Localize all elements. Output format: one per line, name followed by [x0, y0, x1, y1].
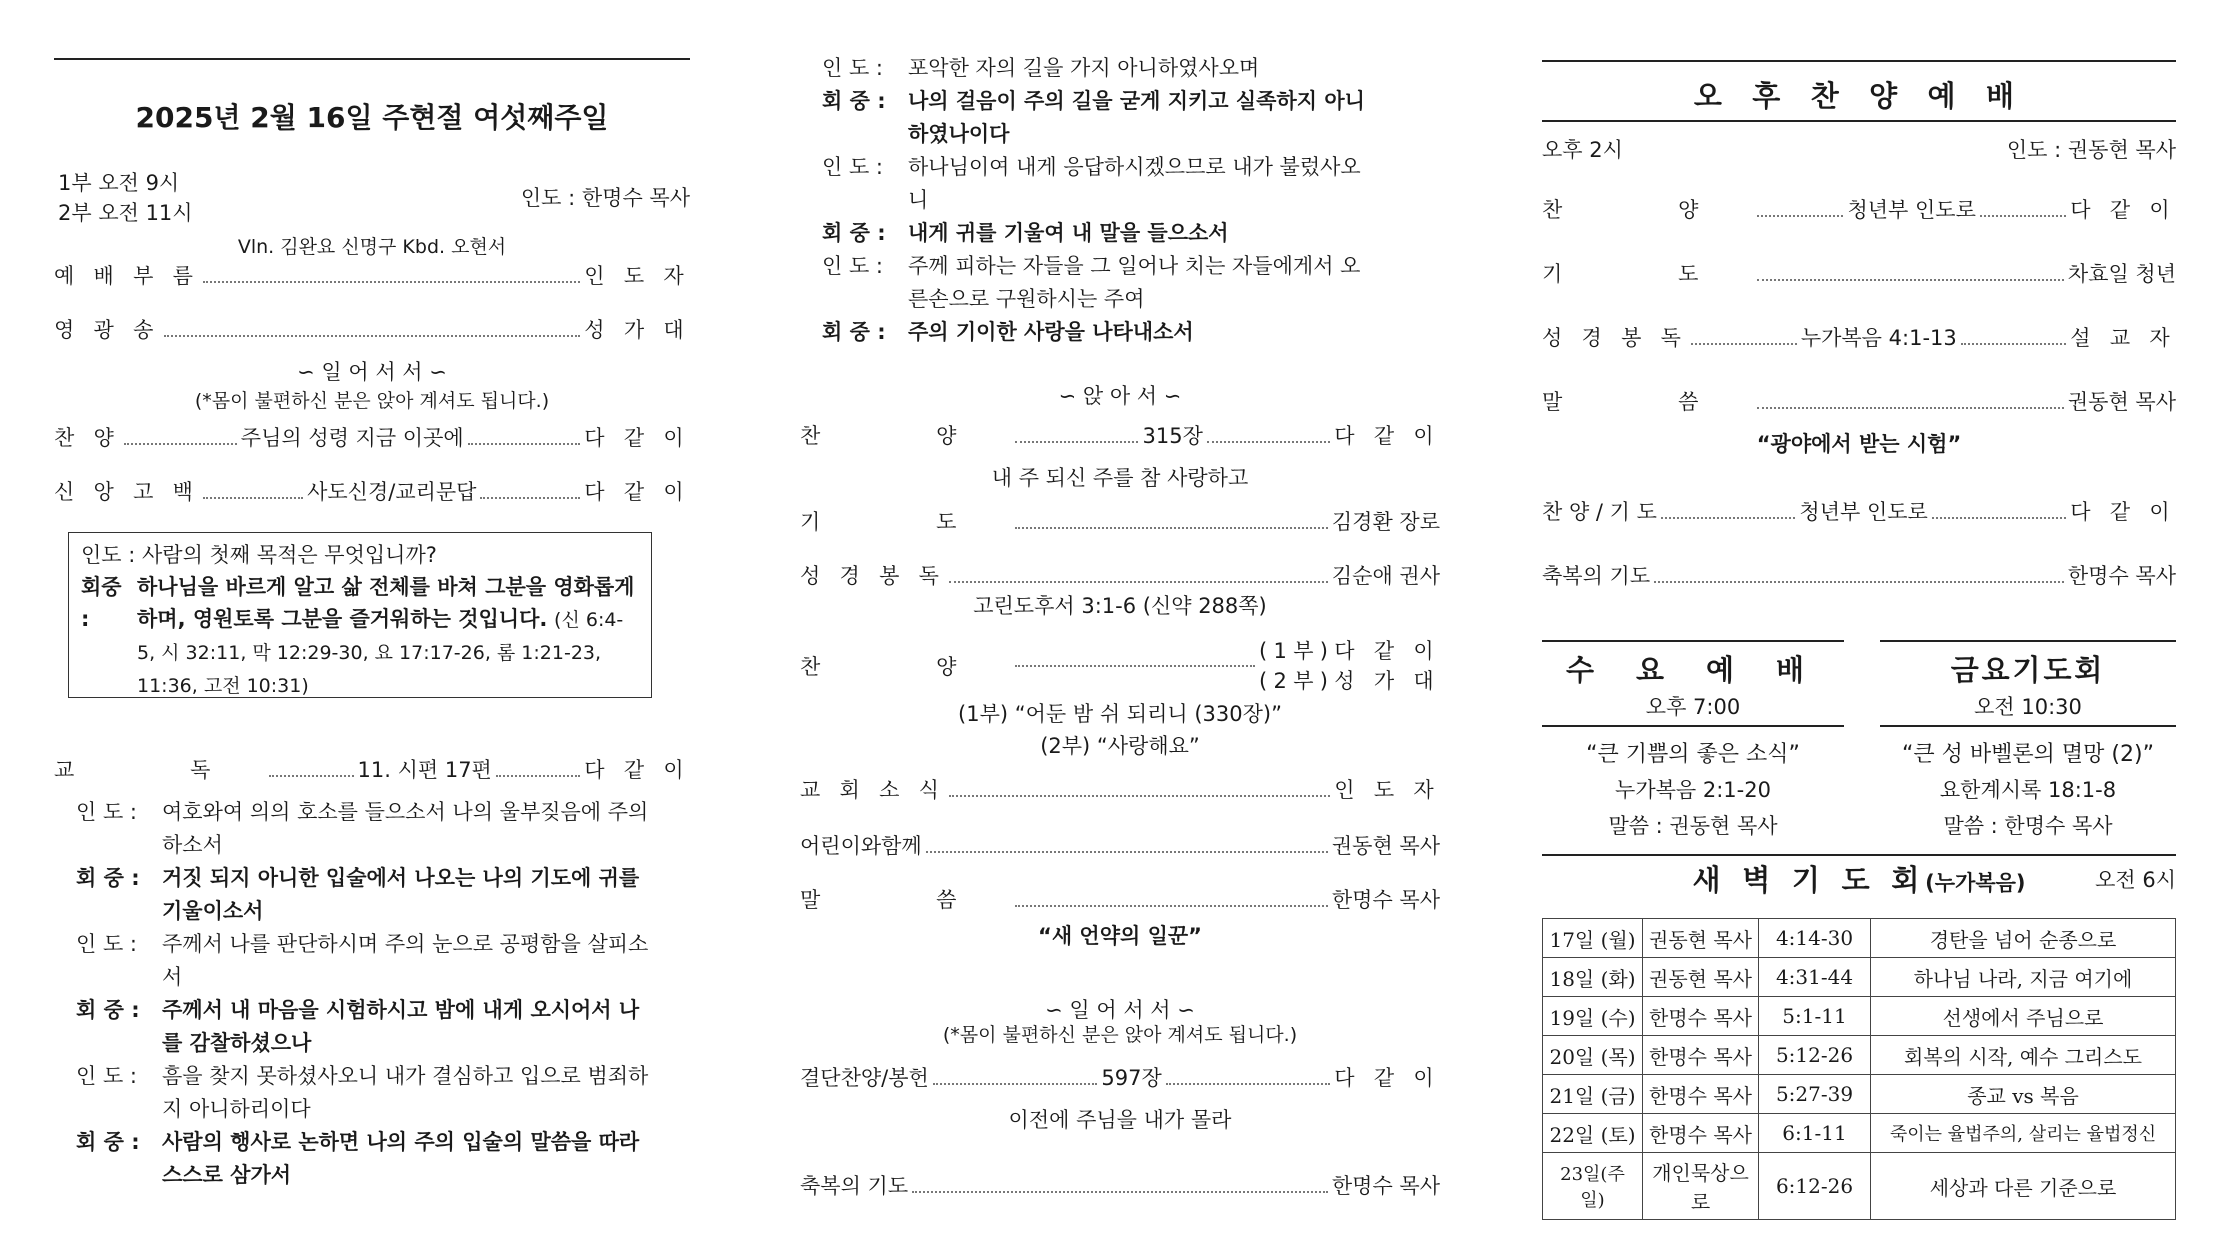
- dawn-passage: 5:27-39: [1759, 1075, 1871, 1114]
- dot-leader: [949, 795, 1330, 797]
- afternoon-leader: 인도 : 권동현 목사: [2006, 138, 2176, 162]
- wednesday-preacher: 말씀 : 권동현 목사: [1608, 814, 1778, 838]
- reading-who: 회 중 :: [76, 998, 140, 1022]
- afternoon-order-sermon: [1542, 386, 2176, 416]
- dawn-time: 오전 6시: [2095, 868, 2176, 892]
- scripture-ref: 고린도후서 3:1-6 (신약 288쪽): [973, 594, 1267, 618]
- dot-leader: [933, 1083, 1098, 1085]
- afternoon-time: 오후 2시: [1542, 138, 1623, 162]
- reading-text: 주께서 내 마음을 시험하시고 밤에 내게 오시어서 나를 감찰하셨으나: [162, 998, 640, 1055]
- order-label: 찬 양: [800, 424, 1012, 448]
- dot-leader: [203, 497, 303, 499]
- dawn-date: 20일 (목): [1543, 1036, 1643, 1075]
- order-offering: [800, 1062, 1440, 1092]
- responsive-reading-1: [76, 796, 650, 1192]
- dawn-topic: 경탄을 넘어 순종으로: [1871, 919, 2176, 958]
- wednesday-rule: [1542, 725, 1844, 727]
- top-rule: [54, 58, 690, 60]
- order-right: 다 같 이: [584, 480, 690, 504]
- catechism-box: [68, 532, 652, 698]
- order-right: 다 같 이: [1334, 424, 1440, 448]
- order-prayer: [800, 506, 1440, 536]
- reading-line: [822, 85, 1380, 151]
- reading-text: 주께 피하는 자들을 그 일어나 치는 자들에게서 오른손으로 구원하시는 주여: [908, 254, 1361, 311]
- order-label: 축복의 기도: [800, 1174, 909, 1198]
- order-mid: 주님의 성령 지금 이곳에: [240, 426, 464, 450]
- order-right: 인 도 자: [1334, 778, 1440, 802]
- reading-line: [822, 52, 1380, 85]
- table-row: [1543, 997, 2176, 1036]
- stand-note: (*몸이 불편하신 분은 앉아 계셔도 됩니다.): [194, 390, 550, 412]
- service-time-2: 2부 오전 11시: [58, 201, 193, 225]
- order-benediction: [800, 1170, 1440, 1200]
- sermon-title: “새 언약의 일꾼”: [1038, 924, 1202, 948]
- order-mid: 597장: [1101, 1066, 1162, 1090]
- dawn-title-wrap: [1542, 858, 2176, 899]
- afternoon-order-benediction: [1542, 560, 2176, 590]
- order-right: 성 가 대: [584, 318, 690, 342]
- catechism-answer: [81, 571, 639, 702]
- order-hymn: [800, 420, 1440, 450]
- reading-text: 하나님이여 내게 응답하시겠으므로 내가 불렀사오니: [908, 155, 1361, 212]
- reading-text: 포악한 자의 길을 가지 아니하였사오며: [908, 56, 1260, 80]
- reading-text: 나의 걸음이 주의 길을 굳게 지키고 실족하지 아니하였나이다: [908, 89, 1365, 146]
- dawn-passage: 6:12-26: [1759, 1153, 1871, 1220]
- order-right: 다 같 이: [1334, 1066, 1441, 1090]
- afternoon-order-scripture: [1542, 322, 2176, 352]
- dawn-date: 19일 (수): [1543, 997, 1643, 1036]
- dawn-topic: 죽이는 율법주의, 살리는 율법정신: [1871, 1114, 2176, 1153]
- order-label: 신 앙 고 백: [54, 480, 200, 504]
- column-2: [800, 0, 1440, 1234]
- reading-line: [822, 250, 1380, 316]
- dawn-preacher: 개인묵상으로: [1643, 1153, 1759, 1220]
- order-sermon: [800, 884, 1440, 914]
- reading-text: 흠을 찾지 못하셨사오니 내가 결심하고 입으로 범죄하지 아니하리이다: [162, 1064, 649, 1121]
- dot-leader: [1757, 279, 2064, 281]
- reading-who: 회 중 :: [822, 320, 886, 344]
- order-creed: [54, 476, 690, 506]
- table-row: [1543, 1075, 2176, 1114]
- order-right: 김순애 권사: [1331, 564, 1440, 588]
- dot-leader: [1661, 517, 1795, 519]
- service-leader: 인도 : 한명수 목사: [520, 186, 690, 210]
- wednesday-sermon: “큰 기쁨의 좋은 소식”: [1586, 742, 1800, 767]
- dawn-topic: 종교 vs 복음: [1871, 1075, 2176, 1114]
- reading-line: [822, 217, 1380, 250]
- catechism-refs: (신 6:4-5, 시 32:11, 막 12:29-30, 요 17:17-26, 롬 1:21-23, 11:36, 고전 10:31): [137, 609, 624, 697]
- order-label: 결단찬양/봉헌: [800, 1066, 929, 1090]
- dawn-preacher: 한명수 목사: [1643, 1075, 1759, 1114]
- order-label: 교 회 소 식: [800, 778, 946, 802]
- order-right: 차효일 청년: [2067, 262, 2176, 286]
- reading-who: 회 중 :: [822, 89, 886, 113]
- dawn-top-rule: [1542, 854, 2176, 856]
- order-call-to-worship: [54, 260, 690, 290]
- order-mid: 청년부 인도로: [1799, 500, 1928, 524]
- column-3: [1542, 0, 2176, 1234]
- reading-line: [76, 1126, 650, 1192]
- dawn-date: 22일 (토): [1543, 1114, 1643, 1153]
- dawn-preacher: 한명수 목사: [1643, 1036, 1759, 1075]
- dawn-passage: 6:1-11: [1759, 1114, 1871, 1153]
- order-label: 기 도: [1542, 262, 1754, 286]
- dot-leader: [164, 335, 581, 337]
- order-right: 한명수 목사: [2067, 564, 2176, 588]
- order-label: 영 광 송: [54, 318, 160, 342]
- table-row: [1543, 919, 2176, 958]
- table-row: [1543, 958, 2176, 997]
- reading-line: [76, 928, 650, 994]
- order-label: 성 경 봉 독: [1542, 326, 1688, 350]
- dawn-date: 18일 (화): [1543, 958, 1643, 997]
- stand-heading: ∽ 일 어 서 서 ∽: [297, 360, 447, 384]
- offering-title: 이전에 주님을 내가 몰라: [1008, 1108, 1232, 1132]
- dawn-header: [1542, 858, 2176, 898]
- stand-heading: ∽ 일 어 서 서 ∽: [1045, 998, 1195, 1022]
- dawn-preacher: 한명수 목사: [1643, 997, 1759, 1036]
- reading-who: 회 중 :: [822, 221, 886, 245]
- order-hymn: [54, 422, 690, 452]
- choir-song-1: (1부) “어둔 밤 쉬 되리니 (330장)”: [958, 702, 1282, 726]
- choir-right-2: (2부)성 가 대: [1259, 669, 1440, 693]
- dot-leader: [124, 443, 237, 445]
- friday-rule: [1880, 725, 2176, 727]
- afternoon-order-praise-prayer: [1542, 496, 2176, 526]
- dot-leader: [949, 581, 1328, 583]
- dot-leader: [912, 1191, 1328, 1193]
- dawn-passage: 5:12-26: [1759, 1036, 1871, 1075]
- afternoon-top-rule: [1542, 60, 2176, 62]
- catechism-question: 인도 : 사람의 첫째 목적은 무엇입니까?: [81, 543, 437, 567]
- friday-title: 금요기도회: [1950, 653, 2106, 687]
- reading-who: 인 도 :: [822, 254, 883, 278]
- dawn-subtitle: (누가복음): [1925, 871, 2026, 895]
- order-label: 성 경 봉 독: [800, 564, 946, 588]
- catechism-answer-text: [137, 571, 639, 702]
- afternoon-title-rule: [1542, 120, 2176, 122]
- order-label: 교 독: [54, 758, 266, 782]
- afternoon-order-prayer: [1542, 258, 2176, 288]
- order-mid: 사도신경/교리문답: [307, 480, 477, 504]
- order-label: 축복의 기도: [1542, 564, 1651, 588]
- dot-leader: [269, 775, 353, 777]
- reading-text: 거짓 되지 아니한 입술에서 나오는 나의 기도에 귀를 기울이소서: [162, 866, 640, 923]
- responsive-reading-2: [822, 52, 1380, 349]
- wednesday-title: 수 요 예 배: [1566, 653, 1820, 687]
- wednesday-time: 오후 7:00: [1645, 695, 1741, 719]
- wednesday-top-rule: [1542, 640, 1844, 642]
- dot-leader: [1015, 441, 1138, 443]
- reading-text: 여호와여 의의 호소를 들으소서 나의 울부짖음에 주의하소서: [162, 800, 649, 857]
- musicians: Vln. 김완요 신명구 Kbd. 오현서: [237, 236, 507, 258]
- dot-leader: [1654, 581, 2064, 583]
- dot-leader: [496, 775, 580, 777]
- table-row: [1543, 1153, 2176, 1220]
- reading-who: 인 도 :: [76, 932, 137, 956]
- choir-right-1: (1부)다 같 이: [1259, 639, 1440, 663]
- dot-leader: [1757, 407, 2064, 409]
- dot-leader: [1980, 215, 2066, 217]
- reading-line: [822, 151, 1380, 217]
- dawn-date: 23일(주일): [1543, 1153, 1643, 1220]
- order-scripture: [800, 560, 1440, 590]
- order-mid: 11. 시편 17편: [357, 758, 492, 782]
- reading-who: 인 도 :: [76, 800, 137, 824]
- order-right: 한명수 목사: [1331, 1174, 1440, 1198]
- dawn-schedule-table: [1542, 918, 2176, 1220]
- reading-line: [76, 1060, 650, 1126]
- dawn-topic: 회복의 시작, 예수 그리스도: [1871, 1036, 2176, 1075]
- dot-leader: [468, 443, 581, 445]
- friday-time: 오전 10:30: [1974, 695, 2082, 719]
- order-label: 기 도: [800, 510, 1012, 534]
- afternoon-title: 오 후 찬 양 예 배: [1693, 79, 2025, 113]
- order-children: [800, 830, 1440, 860]
- choir-song-2: (2부) “사랑해요”: [1040, 734, 1200, 758]
- reading-text: 사람의 행사로 논하면 나의 주의 입술의 말씀을 따라 스스로 삼가서: [162, 1130, 640, 1187]
- choir-right: [1259, 636, 1440, 696]
- friday-top-rule: [1880, 640, 2176, 642]
- dawn-topic: 하나님 나라, 지금 여기에: [1871, 958, 2176, 997]
- friday-prayer: [1880, 640, 2176, 840]
- reading-line: [822, 316, 1380, 349]
- reading-text: 주의 기이한 사랑을 나타내소서: [908, 320, 1194, 344]
- reading-who: 회 중 :: [76, 866, 140, 890]
- dawn-topic: 선생에서 주님으로: [1871, 997, 2176, 1036]
- hymn-title: 내 주 되신 주를 참 사랑하고: [991, 466, 1249, 490]
- order-label: 말 씀: [800, 888, 1012, 912]
- reading-line: [76, 862, 650, 928]
- dot-leader: [926, 851, 1328, 853]
- reading-who: 회 중 :: [76, 1130, 140, 1154]
- bulletin-title: 2025년 2월 16일 주현절 여섯째주일: [135, 101, 609, 134]
- dot-leader: [1757, 215, 1843, 217]
- wednesday-service: [1542, 640, 1844, 840]
- order-right: 인 도 자: [584, 264, 690, 288]
- order-right: 김경환 장로: [1331, 510, 1440, 534]
- dawn-title: 새 벽 기 도 회: [1692, 863, 1926, 897]
- order-label: 찬 양 / 기 도: [1542, 500, 1657, 524]
- service-times: [58, 168, 193, 228]
- friday-preacher: 말씀 : 한명수 목사: [1943, 814, 2113, 838]
- catechism-answer-who: 회중 :: [81, 575, 122, 631]
- order-right: 다 같 이: [584, 426, 691, 450]
- dot-leader: [1015, 905, 1328, 907]
- table-row: [1543, 1114, 2176, 1153]
- reading-who: 인 도 :: [76, 1064, 137, 1088]
- order-choir: [800, 636, 1440, 696]
- sit-heading: ∽ 앉 아 서 ∽: [1058, 384, 1182, 408]
- order-label: 말 씀: [1542, 390, 1754, 414]
- dot-leader: [480, 497, 580, 499]
- service-time-1: 1부 오전 9시: [58, 171, 180, 195]
- dot-leader: [1961, 343, 2067, 345]
- order-label: 찬 양: [800, 655, 1012, 679]
- order-right: 다 같 이: [2070, 500, 2177, 524]
- dot-leader: [1691, 343, 1797, 345]
- column-1: [54, 0, 690, 1234]
- catechism-answer-bold: 하나님을 바르게 알고 삶 전체를 바쳐 그분을 영화롭게 하며, 영원토록 그분을 즐거워하는 것입니다.: [137, 575, 635, 631]
- order-mid: 315장: [1142, 424, 1203, 448]
- dawn-passage: 5:1-11: [1759, 997, 1871, 1036]
- wednesday-ref: 누가복음 2:1-20: [1615, 778, 1771, 802]
- order-right: 권동현 목사: [1331, 834, 1440, 858]
- order-label: 어린이와함께: [800, 834, 922, 858]
- order-responsive-reading: [54, 754, 690, 784]
- friday-sermon: “큰 성 바벨론의 멸망 (2)”: [1902, 742, 2154, 767]
- reading-who: 인 도 :: [822, 155, 883, 179]
- order-right: 한명수 목사: [1331, 888, 1440, 912]
- dot-leader: [1015, 527, 1328, 529]
- order-right: 다 같 이: [584, 758, 691, 782]
- reading-text: 주께서 나를 판단하시며 주의 눈으로 공평함을 살피소서: [162, 932, 649, 989]
- dot-leader: [1166, 1083, 1331, 1085]
- reading-who: 인 도 :: [822, 56, 883, 80]
- order-right: 설 교 자: [2070, 326, 2177, 350]
- afternoon-sermon-title: “광야에서 받는 시험”: [1756, 432, 1962, 456]
- order-gloria: [54, 314, 690, 344]
- dawn-preacher: 한명수 목사: [1643, 1114, 1759, 1153]
- dawn-date: 17일 (월): [1543, 919, 1643, 958]
- afternoon-order-praise: [1542, 194, 2176, 224]
- order-label: 찬 양: [1542, 198, 1754, 222]
- order-label: 예 배 부 름: [54, 264, 200, 288]
- dawn-passage: 4:14-30: [1759, 919, 1871, 958]
- reading-line: [76, 994, 650, 1060]
- dawn-preacher: 권동현 목사: [1643, 919, 1759, 958]
- order-mid: 청년부 인도로: [1847, 198, 1976, 222]
- dot-leader: [1015, 665, 1255, 667]
- dot-leader: [1207, 441, 1330, 443]
- order-mid: 누가복음 4:1-13: [1800, 326, 1957, 350]
- dawn-preacher: 권동현 목사: [1643, 958, 1759, 997]
- table-row: [1543, 1036, 2176, 1075]
- stand-note: (*몸이 불편하신 분은 앉아 계셔도 됩니다.): [942, 1024, 1298, 1046]
- dawn-passage: 4:31-44: [1759, 958, 1871, 997]
- order-label: 찬 양: [54, 426, 121, 450]
- friday-ref: 요한계시록 18:1-8: [1939, 778, 2117, 802]
- dot-leader: [1932, 517, 2066, 519]
- dawn-date: 21일 (금): [1543, 1075, 1643, 1114]
- order-right: 권동현 목사: [2067, 390, 2176, 414]
- order-right: 다 같 이: [2070, 198, 2176, 222]
- order-announcements: [800, 774, 1440, 804]
- dot-leader: [203, 281, 580, 283]
- reading-line: [76, 796, 650, 862]
- reading-text: 내게 귀를 기울여 내 말을 들으소서: [908, 221, 1229, 245]
- dawn-topic: 세상과 다른 기준으로: [1871, 1153, 2176, 1220]
